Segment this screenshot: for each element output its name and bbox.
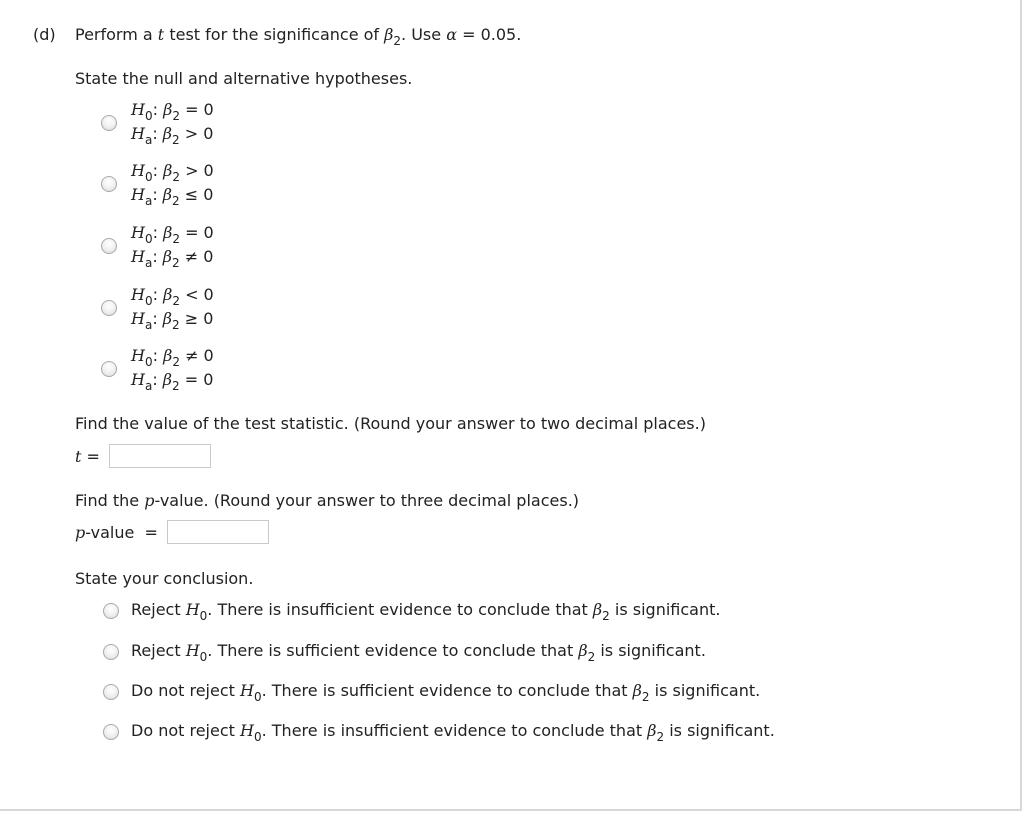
p-label-rest: -value = (85, 523, 158, 542)
alternative-hypothesis: $H_a$: $\beta_2 \ne 0$ (131, 247, 214, 270)
conclusion-evidence: . There is sufficient evidence to conclude that (261, 681, 628, 700)
p-label-var: p (75, 523, 86, 542)
conclusion-tail: is significant. (600, 641, 706, 660)
t-label-eq: = (86, 447, 100, 466)
conclusion-option-1: Reject $H_0$. There is insufficient evidence to conclude that $\beta_2$ is significant. (131, 600, 721, 623)
alternative-hypothesis: $H_a$: $\beta_2 \ge 0$ (131, 309, 214, 332)
part-prompt (75, 25, 522, 48)
null-hypothesis: $H_0$: $\beta_2 = 0$ (131, 100, 214, 123)
conclusion-radio-2[interactable] (103, 644, 119, 660)
conclusion-action: Reject (131, 641, 181, 660)
alternative-hypothesis: $H_a$: $\beta_2 > 0$ (131, 124, 214, 147)
hypothesis-radio-4[interactable] (101, 300, 117, 316)
conclusion-tail: is significant. (614, 600, 721, 619)
null-hypothesis: $H_0$: $\beta_2 \ne 0$ (131, 346, 214, 369)
conclusion-evidence: . There is insufficient evidence to conclude that (261, 721, 643, 740)
conclusion-tail: is significant. (654, 681, 761, 700)
alternative-hypothesis: $H_a$: $\beta_2 = 0$ (131, 370, 214, 393)
t-label-var: t (75, 447, 82, 466)
p-symbol: p (144, 491, 155, 510)
p-value-label (75, 523, 158, 542)
null-hypothesis: $H_0$: $\beta_2 > 0$ (131, 161, 214, 184)
conclusion-action: Do not reject (131, 721, 235, 740)
hypothesis-radio-2[interactable] (101, 176, 117, 192)
prompt-text: Perform a (75, 25, 153, 44)
hypothesis-radio-1[interactable] (101, 115, 117, 131)
conclusion-action: Reject (131, 600, 181, 619)
p-value-instruction (75, 491, 579, 510)
t-symbol: t (157, 25, 165, 44)
conclusion-option-2: Reject $H_0$. There is sufficient evidence to conclude that $\beta_2$ is significant. (131, 641, 706, 664)
hypothesis-option-1 (131, 98, 214, 146)
p-instruction-post: -value. (Round your answer to three decimal places.) (154, 491, 580, 510)
hypothesis-option-4 (131, 283, 214, 331)
conclusion-heading: State your conclusion. (75, 569, 254, 588)
hypothesis-radio-5[interactable] (101, 361, 117, 377)
conclusion-option-4: Do not reject $H_0$. There is insufficient evidence to conclude that $\beta_2$ is significant. (131, 721, 775, 744)
p-instruction-pre: Find the (75, 491, 140, 510)
conclusion-option-3: Do not reject $H_0$. There is sufficient evidence to conclude that $\beta_2$ is significant. (131, 681, 761, 704)
test-statistic-instruction: Find the value of the test statistic. (Round your answer to two decimal places.) (75, 414, 706, 433)
conclusion-action: Do not reject (131, 681, 235, 700)
p-value-input[interactable] (167, 520, 269, 544)
null-hypothesis: $H_0$: $\beta_2 < 0$ (131, 285, 214, 308)
hypothesis-option-3 (131, 221, 214, 269)
hypotheses-heading: State the null and alternative hypotheses. (75, 69, 413, 88)
hypothesis-radio-3[interactable] (101, 238, 117, 254)
beta-subscript: 2 (393, 34, 402, 48)
prompt-mid: test for the significance of (169, 25, 380, 44)
conclusion-evidence: . There is insufficient evidence to conclude that (207, 600, 588, 619)
t-label (75, 447, 100, 466)
alpha-value: = 0.05. (462, 25, 522, 44)
alpha-symbol: α (446, 25, 458, 44)
conclusion-radio-4[interactable] (103, 724, 119, 740)
conclusion-radio-3[interactable] (103, 684, 119, 700)
alternative-hypothesis: $H_a$: $\beta_2 \le 0$ (131, 185, 214, 208)
hypothesis-option-5 (131, 344, 214, 392)
part-label: (d) (33, 25, 56, 44)
beta-symbol: β (384, 25, 394, 44)
conclusion-tail: is significant. (669, 721, 775, 740)
use-text: . Use (401, 25, 442, 44)
null-hypothesis: $H_0$: $\beta_2 = 0$ (131, 223, 214, 246)
conclusion-evidence: . There is sufficient evidence to conclude that (207, 641, 574, 660)
conclusion-radio-1[interactable] (103, 603, 119, 619)
t-statistic-input[interactable] (109, 444, 211, 468)
hypothesis-option-2 (131, 159, 214, 207)
